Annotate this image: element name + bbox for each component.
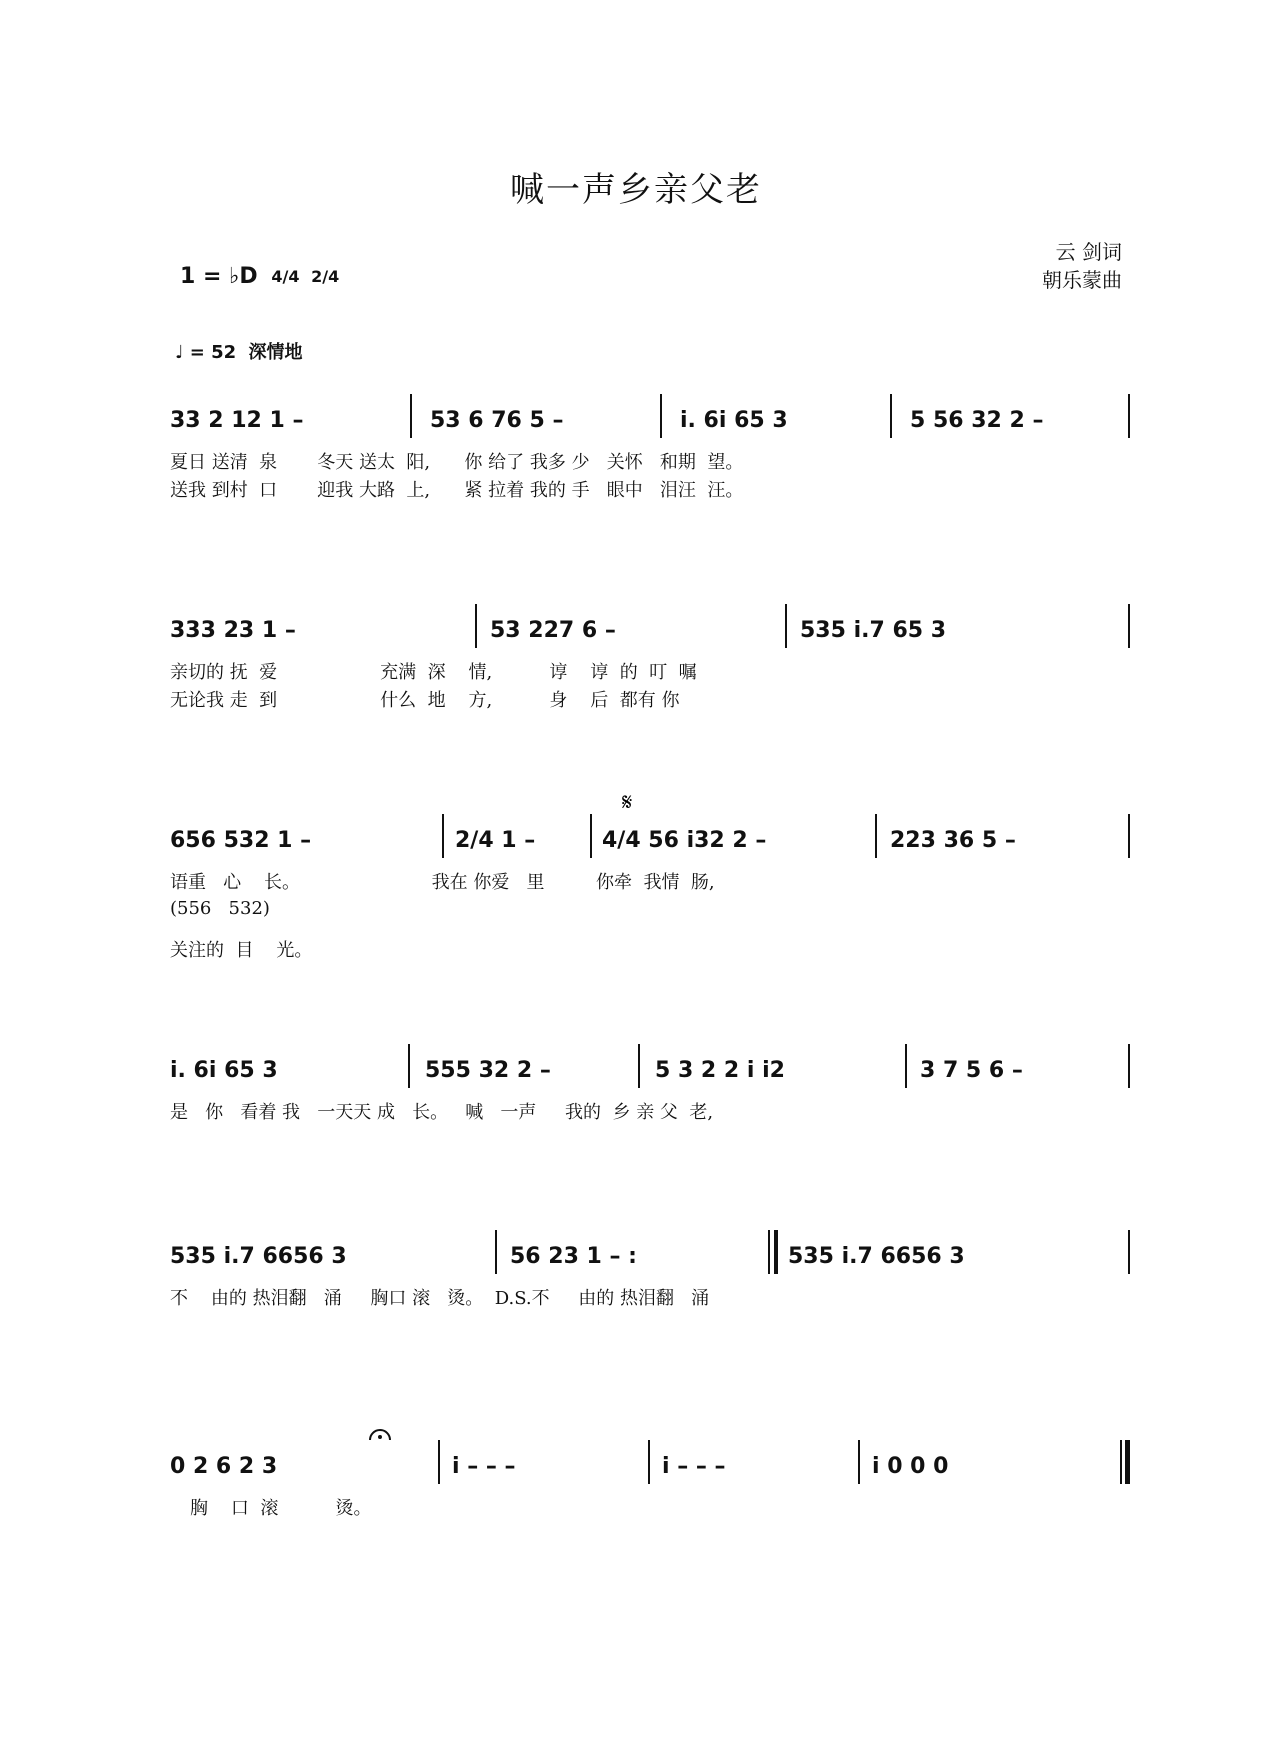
measure: 5 56 32 2 –	[910, 408, 1044, 433]
measure: 535 i.7 6656 3	[788, 1244, 965, 1269]
measure: 0 2 6 2 3	[170, 1454, 278, 1479]
lyric-line-2: 送我 到村 口 迎我 大路 上, 紧 拉着 我的 手 眼中 泪汪 汪。	[170, 480, 744, 501]
measure: 333 23 1 –	[170, 618, 296, 643]
measure: i. 6i 65 3	[680, 408, 788, 433]
final-barline	[1120, 1440, 1122, 1484]
system-2-notes	[170, 618, 1130, 658]
lyric-line-2: 无论我 走 到 什么 地 方, 身 后 都有 你	[170, 690, 680, 711]
lyric-line-3: 关注的 目 光。	[170, 940, 313, 961]
measure: 2/4 1 –	[455, 828, 536, 853]
measure: 33 2 12 1 –	[170, 408, 304, 433]
barline	[1128, 814, 1130, 858]
time-sig-2-4: 2/4	[311, 267, 340, 286]
measure: 3 7 5 6 –	[920, 1058, 1023, 1083]
barline	[442, 814, 444, 858]
measure: 656 532 1 –	[170, 828, 312, 853]
barline	[1128, 604, 1130, 648]
barline	[638, 1044, 640, 1088]
barline	[648, 1440, 650, 1484]
barline	[660, 394, 662, 438]
measure: i – – –	[452, 1454, 516, 1479]
barline	[785, 604, 787, 648]
barline	[1128, 1044, 1130, 1088]
final-barline-thick	[1125, 1440, 1130, 1484]
barline	[438, 1440, 440, 1484]
measure: 535 i.7 6656 3	[170, 1244, 347, 1269]
lyric-line-1: 夏日 送清 泉 冬天 送太 阳, 你 给了 我多 少 关怀 和期 望。	[170, 452, 744, 473]
measure: 53 6 76 5 –	[430, 408, 564, 433]
system-1-notes	[170, 408, 1130, 448]
system-4-notes	[170, 1058, 1130, 1098]
measure: 555 32 2 –	[425, 1058, 551, 1083]
song-title: 喊一声乡亲父老	[510, 170, 762, 210]
measure: 223 36 5 –	[890, 828, 1016, 853]
lyric-line-2: (556 532)	[170, 898, 270, 919]
repeat-barline	[768, 1230, 770, 1274]
system-5-notes	[170, 1244, 1130, 1284]
measure: 535 i.7 65 3	[800, 618, 947, 643]
barline	[1128, 1230, 1130, 1274]
repeat-barline-thick	[774, 1230, 778, 1274]
composer-credit: 朝乐蒙曲	[1042, 268, 1122, 292]
lyric-line-1: 语重 心 长。 我在 你爱 里 你牵 我情 肠,	[170, 872, 715, 893]
barline	[410, 394, 412, 438]
lyric-line-1: 不 由的 热泪翻 涌 胸口 滚 烫。 D.S.不 由的 热泪翻 涌	[170, 1288, 710, 1309]
measure: i – – –	[662, 1454, 726, 1479]
time-sig-4-4: 4/4	[271, 267, 300, 286]
key-signature: 1 = ♭D 4/4 2/4	[180, 264, 340, 289]
measure: i. 6i 65 3	[170, 1058, 278, 1083]
measure: 53 227 6 –	[490, 618, 616, 643]
barline	[890, 394, 892, 438]
lyric-line-1: 亲切的 抚 爱 充满 深 情, 谆 谆 的 叮 嘱	[170, 662, 697, 683]
barline	[590, 814, 592, 858]
measure: 4/4 56 i32 2 –	[602, 828, 767, 853]
barline	[475, 604, 477, 648]
system-3-notes	[170, 828, 1130, 868]
barline	[875, 814, 877, 858]
segno-icon	[620, 790, 644, 814]
system-6-notes	[170, 1454, 1130, 1494]
fermata-icon	[368, 1426, 392, 1442]
measure: 56 23 1 – :	[510, 1244, 637, 1269]
measure: 5 3 2 2 i i2	[655, 1058, 785, 1083]
barline	[495, 1230, 497, 1274]
barline	[408, 1044, 410, 1088]
barline	[1128, 394, 1130, 438]
lyric-line-1: 胸 口 滚 烫。	[190, 1498, 372, 1519]
measure: i 0 0 0	[872, 1454, 949, 1479]
lyric-line-1: 是 你 看着 我 一天天 成 长。 喊 一声 我的 乡 亲 父 老,	[170, 1102, 714, 1123]
tempo-marking: ♩ = 52 深情地	[175, 342, 303, 363]
svg-text:𝄋: 𝄋	[622, 788, 633, 816]
barline	[905, 1044, 907, 1088]
barline	[858, 1440, 860, 1484]
lyricist-credit: 云 剑词	[1055, 240, 1122, 264]
quarter-note-icon: ♩	[175, 342, 184, 363]
